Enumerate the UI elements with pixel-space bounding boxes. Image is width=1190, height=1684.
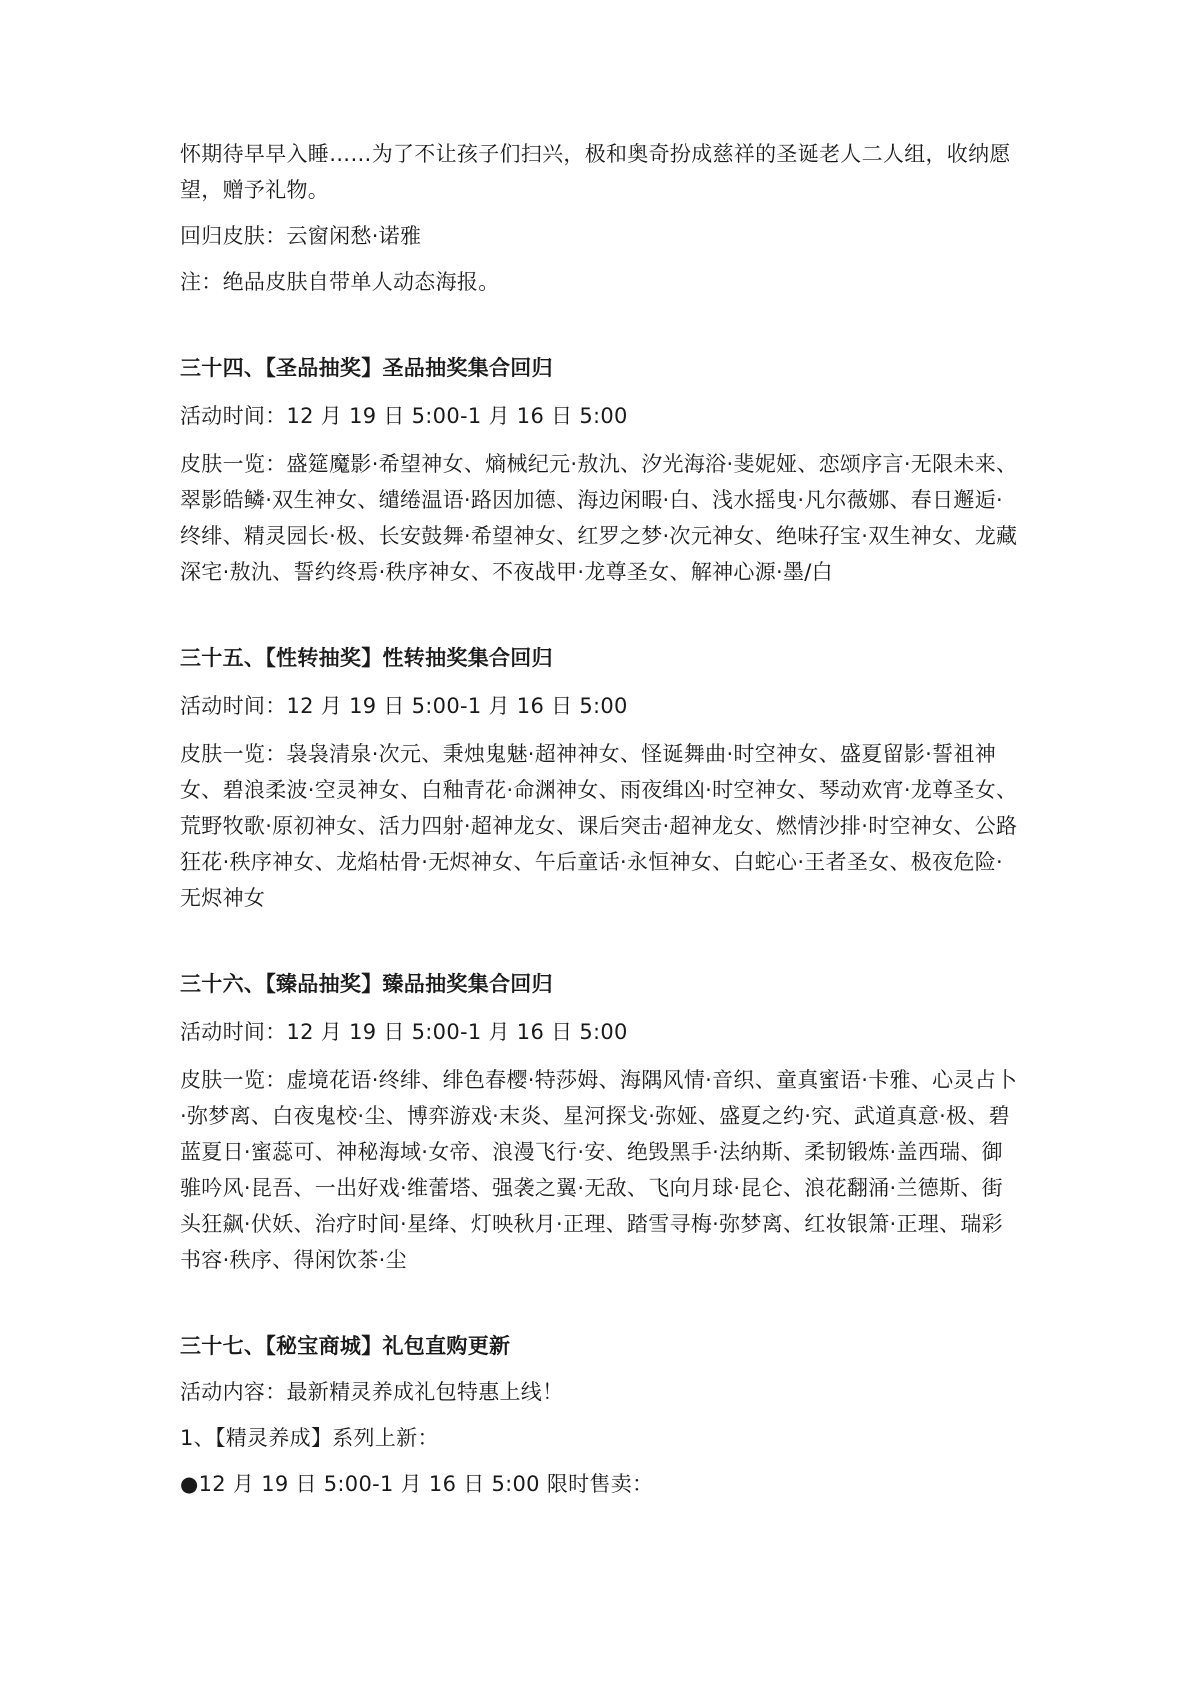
section-heading-34: 三十四、【圣品抽奖】圣品抽奖集合回归: [180, 356, 553, 380]
intro-paragraph: 怀期待早早入睡……为了不让孩子们扫兴，极和奥奇扮成慈祥的圣诞老人二人组，收纳愿望，赠予礼物。: [180, 142, 1011, 202]
note-line: 注：绝品皮肤自带单人动态海报。: [180, 270, 500, 294]
section-skins-35: 皮肤一览：袅袅清泉·次元、秉烛鬼魅·超神神女、怪诞舞曲·时空神女、盛夏留影·誓祖神女、碧浪柔波·空灵神女、白釉青花·命渊神女、雨夜缉凶·时空神女、琴动欢宵·龙尊圣女、荒野牧歌·原初神女、活力四射·超神龙女、课后突击·超神龙女、燃情沙排·时空神女、公路狂花·秩序神女、龙焰枯骨·无烬神女、午后童话·永恒神女、白蛇心·王者圣女、极夜危险·无烬神女: [180, 742, 1018, 910]
section-skins-34: 皮肤一览：盛筵魔影·希望神女、熵械纪元·敖氿、汐光海浴·斐妮娅、恋颂序言·无限未来、翠影皓鳞·双生神女、缱绻温语·路因加德、海边闲暇·白、浅水摇曳·凡尔薇娜、春日邂逅·终绯、精灵园长·极、长安鼓舞·希望神女、红罗之梦·次元神女、绝味孖宝·双生神女、龙藏深宅·敖氿、誓约终焉·秩序神女、不夜战甲·龙尊圣女、解神心源·墨/白: [180, 452, 1018, 584]
shop-sale-line: ●12 月 19 日 5:00-1 月 16 日 5:00 限时售卖：: [180, 1472, 654, 1496]
section-skins-36: 皮肤一览：虚境花语·终绯、绯色春樱·特莎姆、海隅风情·音织、童真蜜语·卡雅、心灵占卜·弥梦离、白夜鬼校·尘、博弈游戏·末炎、星河探戈·弥娅、盛夏之约·究、武道真意·极、碧蓝夏日·蜜蕊可、神秘海域·女帝、浪漫飞行·安、绝毁黑手·法纳斯、柔韧锻炼·盖西瑞、御骓吟风·昆吾、一出好戏·维蕾塔、强袭之翼·无敌、飞向月球·昆仑、浪花翻涌·兰德斯、街头狂飙·伏妖、治疗时间·星绛、灯映秋月·正理、踏雪寻梅·弥梦离、红妆银箫·正理、瑞彩书容·秩序、得闲饮茶·尘: [180, 1068, 1018, 1272]
shop-content-line: 活动内容：最新精灵养成礼包特惠上线！: [180, 1380, 564, 1404]
section-time-34: 活动时间：12 月 19 日 5:00-1 月 16 日 5:00: [180, 404, 628, 428]
section-heading-37: 三十七、【秘宝商城】礼包直购更新: [180, 1334, 511, 1358]
section-heading-36: 三十六、【臻品抽奖】臻品抽奖集合回归: [180, 972, 553, 996]
section-heading-35: 三十五、【性转抽奖】性转抽奖集合回归: [180, 646, 553, 670]
returning-skin-line: 回归皮肤：云窗闲愁·诺雅: [180, 224, 422, 248]
section-time-35: 活动时间：12 月 19 日 5:00-1 月 16 日 5:00: [180, 694, 628, 718]
section-time-36: 活动时间：12 月 19 日 5:00-1 月 16 日 5:00: [180, 1020, 628, 1044]
document-page: [180, 136, 1018, 1502]
shop-series-line: 1、【精灵养成】系列上新：: [180, 1426, 439, 1450]
